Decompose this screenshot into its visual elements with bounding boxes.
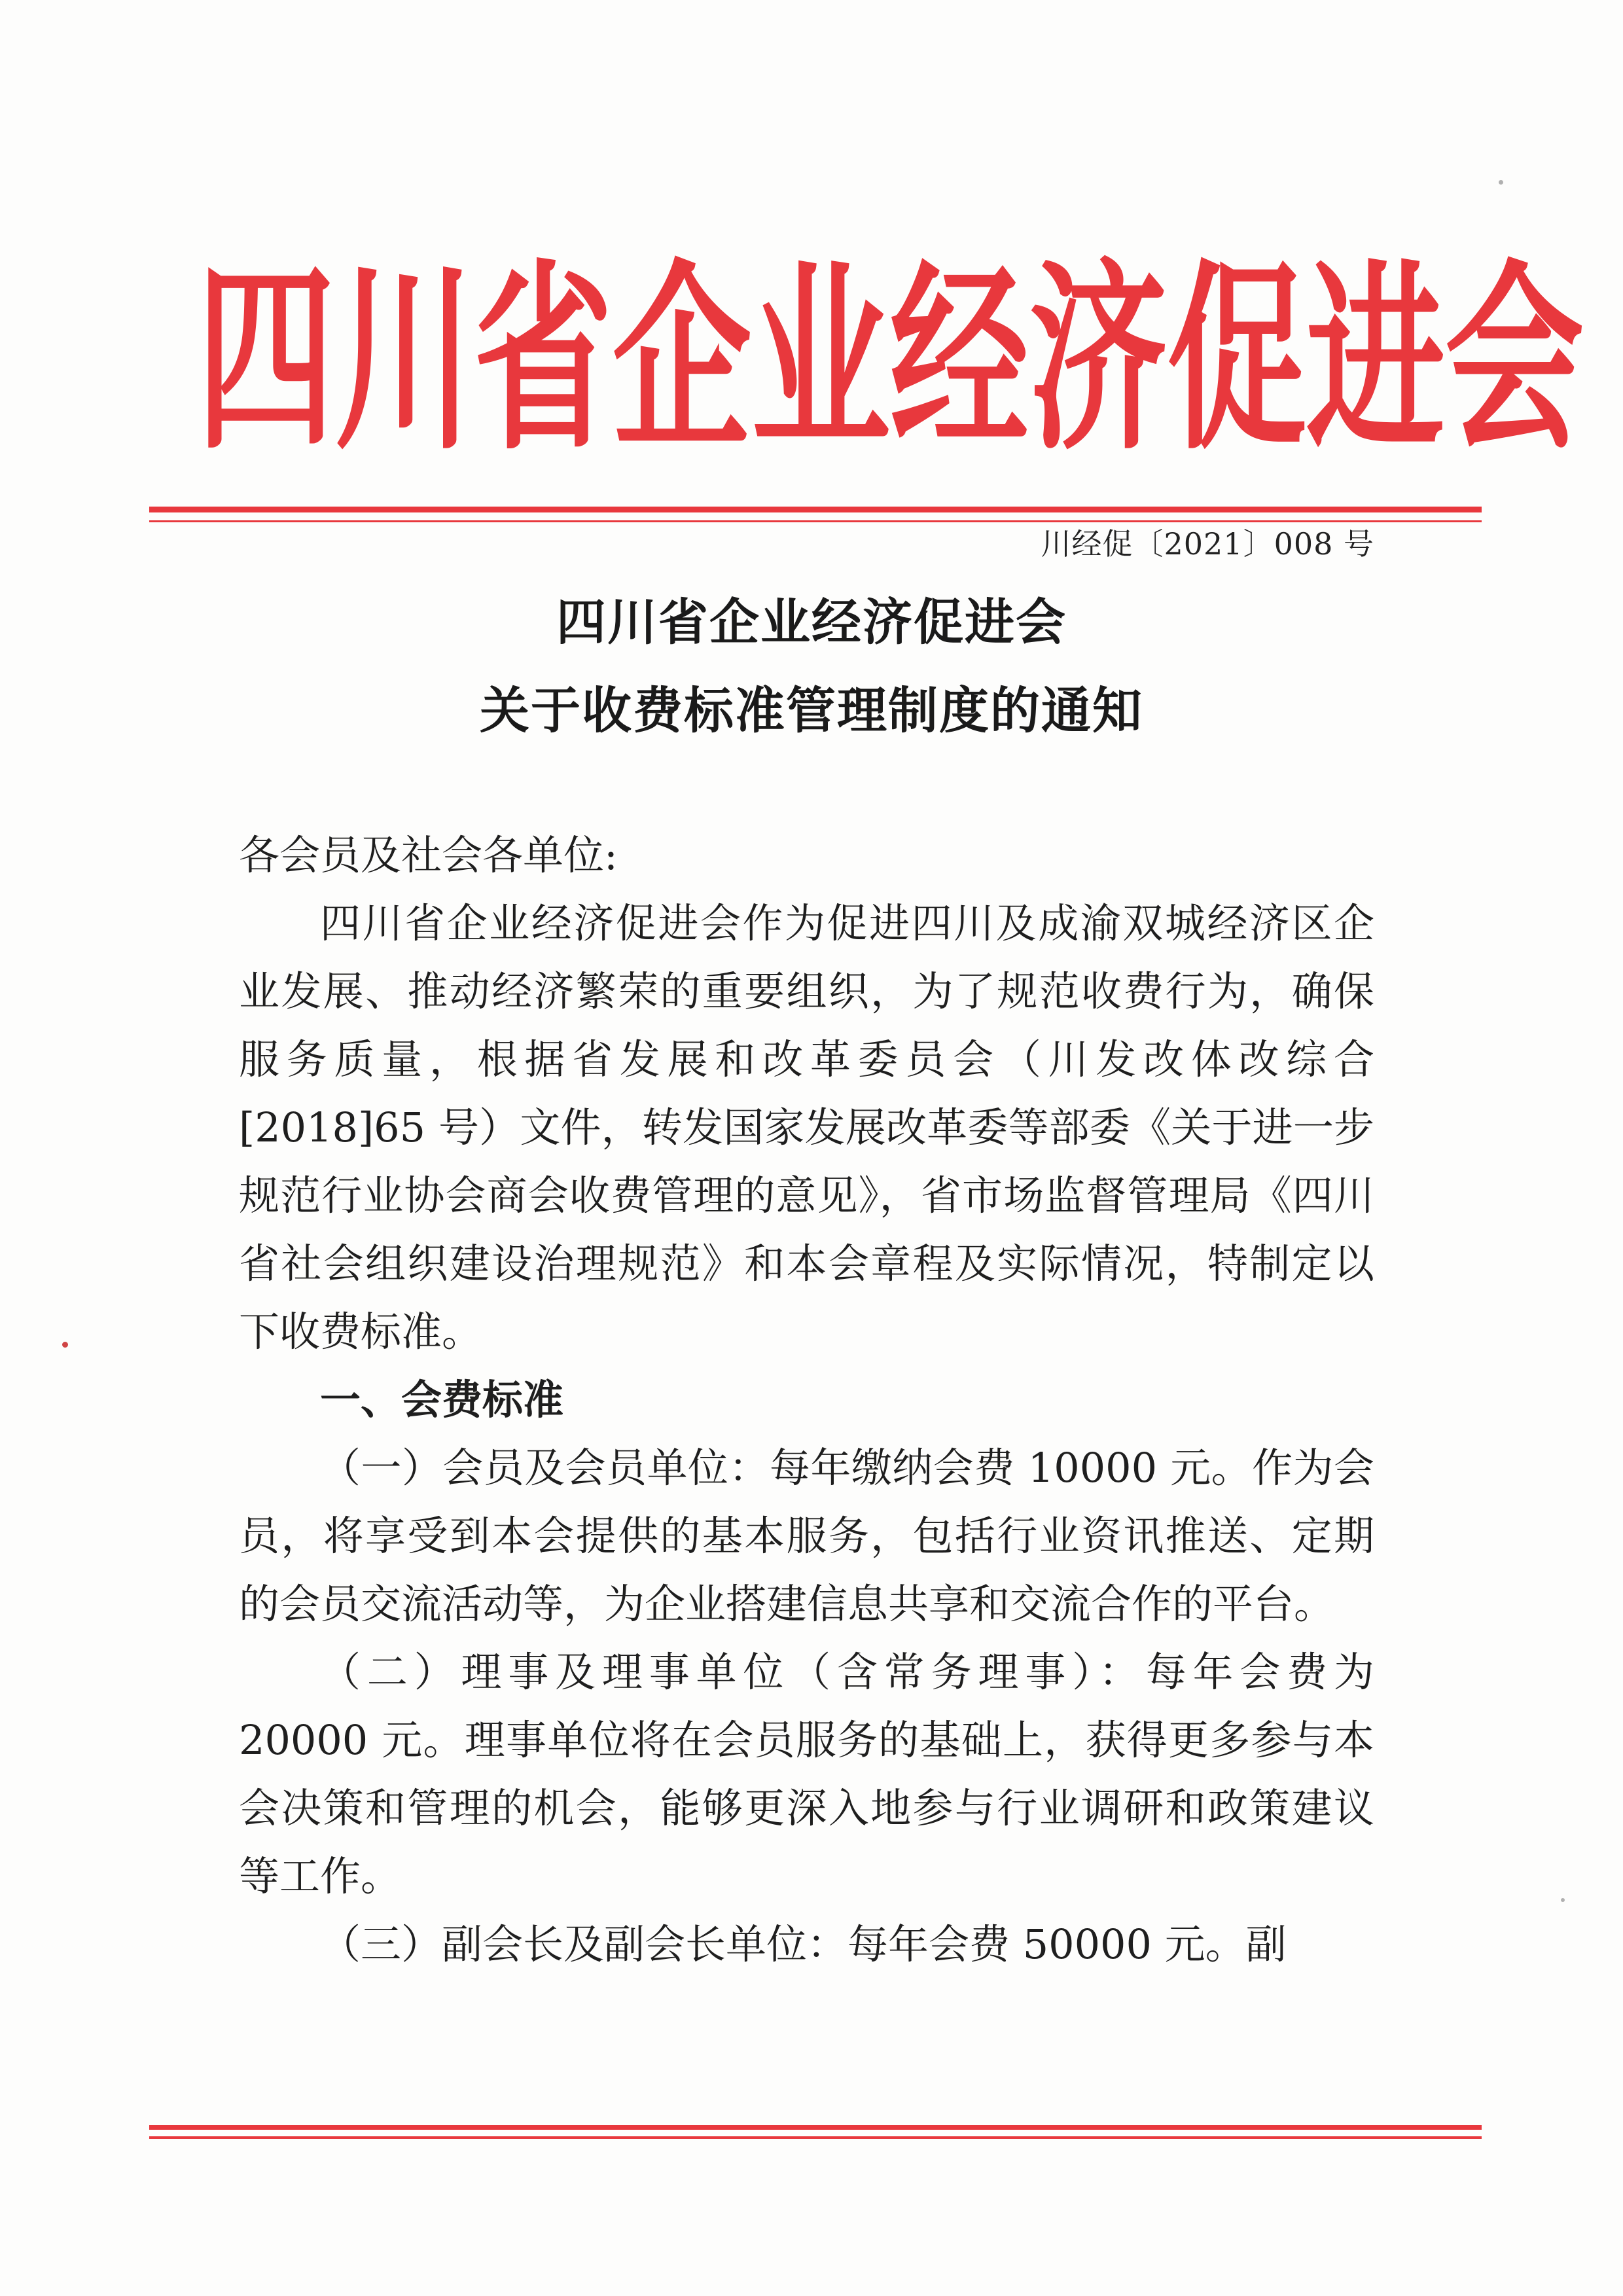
- masthead-char: 业: [751, 242, 890, 477]
- scan-speck: [1561, 1898, 1565, 1902]
- masthead-char: 企: [613, 242, 751, 477]
- document-body: [239, 821, 1374, 1979]
- document-title-line2: 关于收费标准管理制度的通知: [480, 681, 1143, 740]
- masthead-char: 经: [890, 242, 1029, 477]
- fee-item-vice-president: （三）副会长及副会长单位：每年会费 50000 元。副: [320, 1920, 1287, 1968]
- section-heading-fees: 一、会费标准: [320, 1376, 564, 1424]
- org-masthead: [196, 180, 1584, 541]
- header-red-rule-thick: [149, 507, 1482, 512]
- footer-red-rule-thick: [149, 2125, 1482, 2130]
- masthead-char: 济: [1029, 242, 1168, 477]
- masthead-char: 进: [1306, 242, 1445, 477]
- masthead-char: 促: [1168, 242, 1306, 477]
- scan-speck: [1499, 180, 1503, 185]
- intro-paragraph: 四川省企业经济促进会作为促进四川及成渝双城经济区企业发展、推动经济繁荣的重要组织，为了规范收费行为，确保服务质量，根据省发展和改革委员会（川发改体改综合[2018]65 号）文件，转发国家发展改革委等部委《关于进一步规范行业协会商会收费管理的意见》，省市场监督管理局《四川省社会组织建设治理规范》和本会章程及实际情况，特制定以下收费标准。: [239, 899, 1374, 1355]
- salutation: 各会员及社会各单位:: [239, 831, 618, 879]
- document-number: 川经促〔2021〕008 号: [1041, 526, 1374, 562]
- masthead-char: 省: [474, 242, 613, 477]
- masthead-char: 会: [1445, 242, 1584, 477]
- footer-red-rule-thin: [149, 2136, 1482, 2139]
- masthead-char: 四: [196, 242, 335, 477]
- scan-speck: [62, 1342, 68, 1348]
- fee-item-member: （一）会员及会员单位：每年缴纳会费 10000 元。作为会员，将享受到本会提供的基本服务，包括行业资讯推送、定期的会员交流活动等，为企业搭建信息共享和交流合作的平台。: [239, 1444, 1374, 1628]
- document-title-line1: 四川省企业经济促进会: [556, 593, 1067, 651]
- fee-item-director: （二）理事及理事单位（含常务理事）：每年会费为 20000 元。理事单位将在会员服务的基础上，获得更多参与本会决策和管理的机会，能够更深入地参与行业调研和政策建议等工作。: [239, 1648, 1374, 1900]
- masthead-char: 川: [335, 242, 474, 477]
